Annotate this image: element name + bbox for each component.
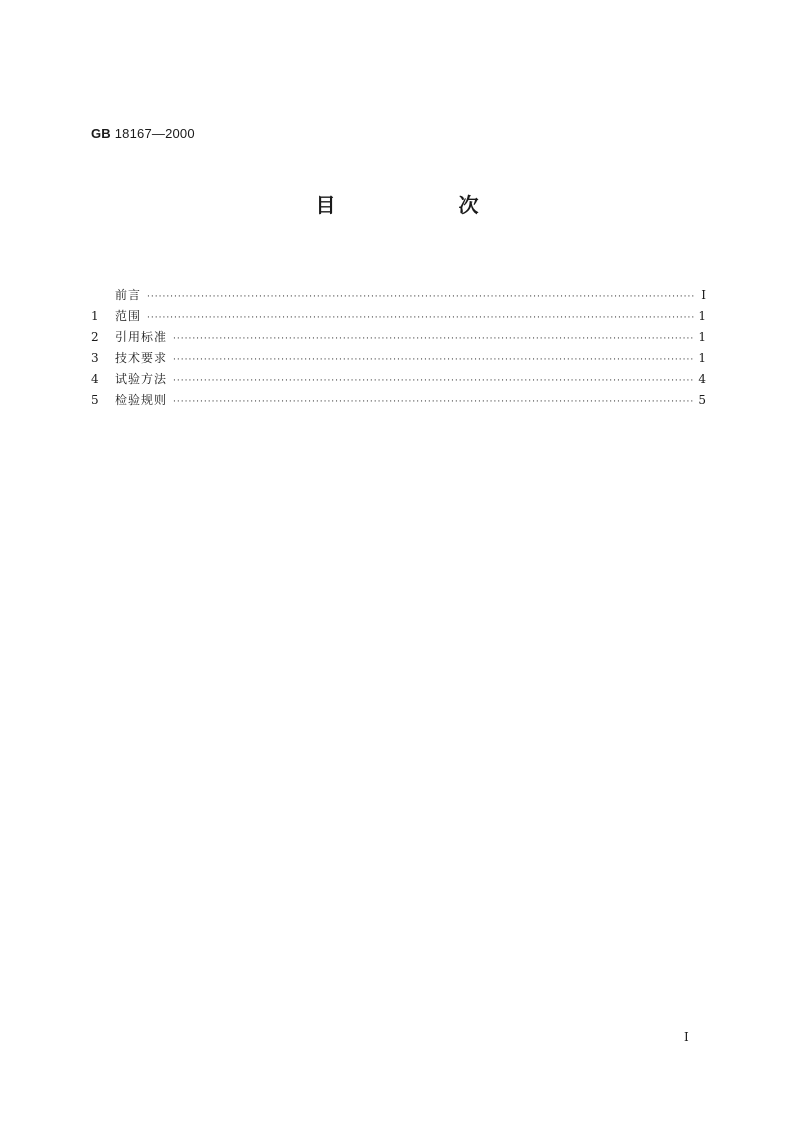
dot-leader [147, 308, 694, 329]
toc-entry-title: 前言 [115, 288, 142, 302]
table-of-contents [91, 285, 706, 411]
toc-entry-page: 1 [698, 330, 706, 344]
dot-leader [173, 329, 694, 350]
toc-entry-title: 试验方法 [115, 372, 168, 386]
page-title: 目 次 [315, 193, 537, 217]
toc-entry-normative-references[interactable] [91, 327, 706, 348]
toc-entry-scope[interactable] [91, 306, 706, 327]
toc-entry-number: 5 [91, 393, 99, 407]
toc-entry-page: 1 [698, 309, 706, 323]
page-number: I [684, 1030, 689, 1044]
toc-entry-title: 技术要求 [115, 351, 168, 365]
toc-entry-number: 4 [91, 372, 99, 386]
toc-entry-number: 3 [91, 351, 99, 365]
toc-entry-title: 范围 [115, 309, 142, 323]
toc-entry-technical-requirements[interactable] [91, 348, 706, 369]
toc-entry-page: I [701, 288, 706, 302]
dot-leader [147, 287, 694, 308]
toc-entry-number: 2 [91, 330, 99, 344]
toc-entry-foreword[interactable] [91, 285, 706, 306]
standard-number: 18167—2000 [114, 126, 195, 141]
dot-leader [173, 350, 694, 371]
toc-entry-inspection-rules[interactable] [91, 390, 706, 411]
toc-entry-title: 检验规则 [115, 393, 168, 407]
dot-leader [173, 392, 694, 413]
toc-entry-page: 5 [698, 393, 706, 407]
standard-prefix: GB [91, 126, 111, 141]
dot-leader [173, 371, 694, 392]
toc-entry-test-methods[interactable] [91, 369, 706, 390]
toc-entry-title: 引用标准 [115, 330, 168, 344]
toc-entry-page: 4 [698, 372, 706, 386]
toc-entry-page: 1 [698, 351, 706, 365]
standard-code [91, 126, 195, 141]
toc-entry-number: 1 [91, 309, 99, 323]
